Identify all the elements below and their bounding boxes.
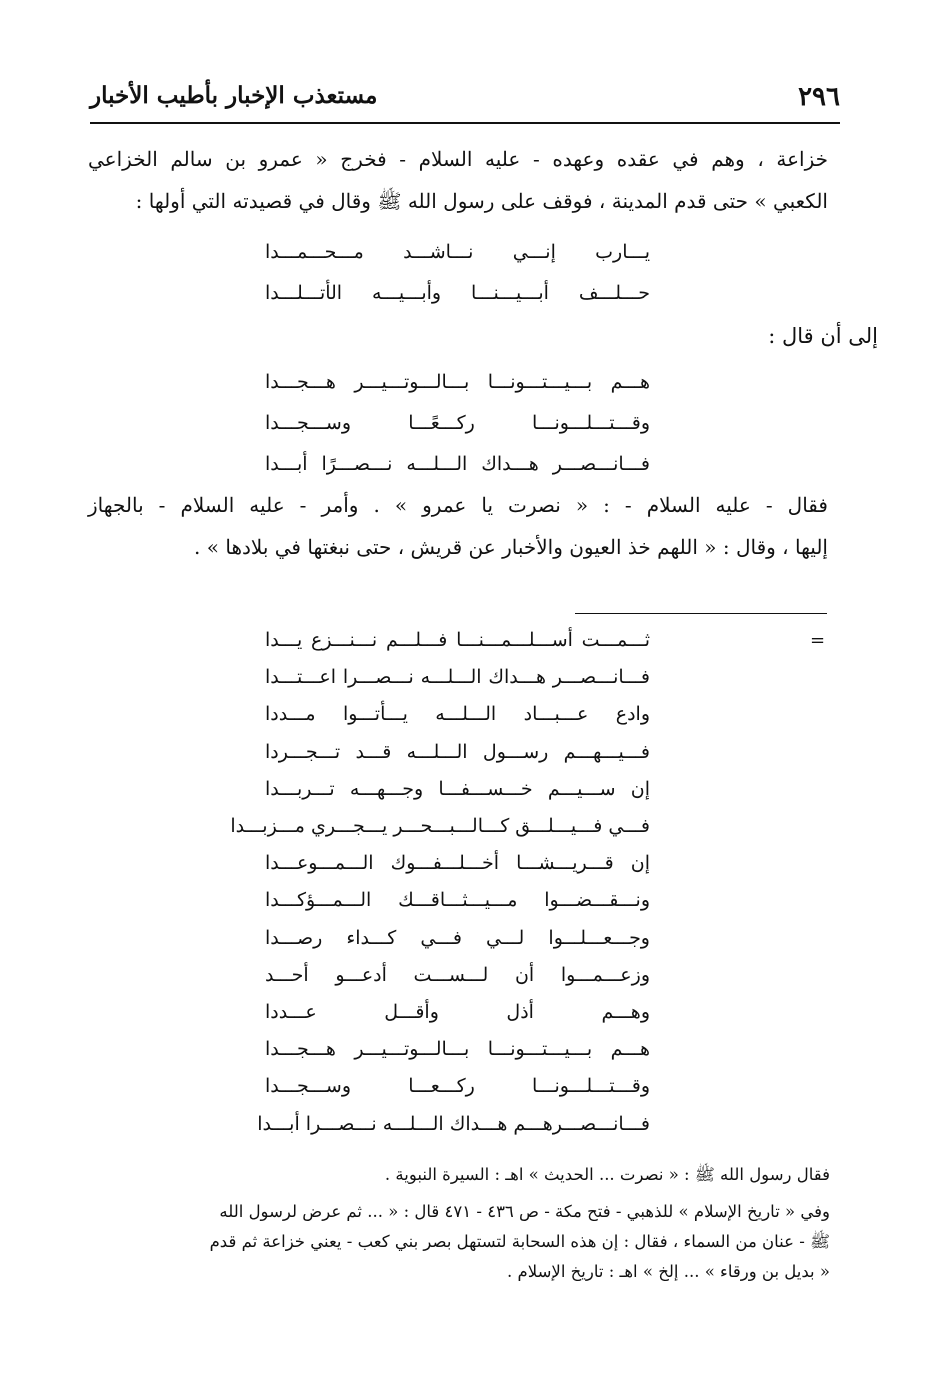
footnote-continuation-mark: = [810,630,826,651]
verse-line: هـــم بـــيـــتـــونـــا بـــالـــوتـــيـــر هـــجـــدا [265,1038,650,1061]
verse-line: وقـــتـــلـــونـــا ركـــعـــا وســـجـــدا [265,1075,650,1098]
paragraph-2 [88,484,828,568]
verse-line: وجـــعـــلـــوا لـــي فـــي كـــداء رصـــدا [265,926,650,949]
verse-line: حـــلـــف أبـــيـــنـــا وأبـــيـــه الأتـــلـــدا [265,282,650,304]
verse-line: إن قـــريـــشـــا أخـــلـــفـــوك الـــمـــوعـــدا [265,852,650,875]
verse-line: فـــانـــصـــرهـــم هـــداك الـــلـــه نـــصـــرا أبـــدا [257,1112,650,1135]
footnote-text [80,1160,830,1190]
verse-line: وزعـــمـــوا أن لـــســـت أدعـــو أحـــد [265,963,650,986]
verse-line: فـــانـــصـــر هـــداك الـــلـــه نـــصـــرا اعـــتـــدا [265,666,650,689]
footnote-line: ﷺ - عنان من السماء ، فقال : إن هذه السحابة لتستهل بصر بني كعب - يعني خزاعة ثم قدم [209,1232,830,1251]
header-rule [90,122,840,124]
verse-line: فـــيـــهـــم رســـول الـــلـــه قـــد تـــجـــردا [265,740,650,763]
verse-line: وقـــتـــلـــونـــا ركـــعًـــا وســـجـــدا [265,412,650,434]
verse-line: يـــارب إنـــي نـــاشـــد مـــحـــمـــدا [265,241,650,263]
interlude [88,315,878,357]
footnote-line: « بديل بن ورقاء » ... إلخ » اهـ : تاريخ الإسلام . [507,1262,830,1281]
poem-excerpt-1 [265,232,650,314]
paragraph-line: خزاعة ، وهم في عقده وعهده - عليه السلام - فخرج « عمرو بن سالم الخزاعي [88,147,828,171]
paragraph-line: إليها ، وقال : « اللهم خذ العيون والأخبار عن قريش ، حتى نبغتها في بلادها » . [194,535,828,559]
footnote-line: فقال رسول الله ﷺ : « نصرت ... الحديث » اهـ : السيرة النبوية . [384,1165,830,1184]
verse-line: إن ســـيـــم خـــســـفـــا وجـــهـــه تـــربـــدا [265,777,650,800]
footnote-text-2 [80,1197,830,1287]
verse-line: فـــي فـــيـــلـــق كـــالـــبـــحـــر يـــجـــري مـــزبـــدا [230,815,650,838]
paragraph-1 [88,138,828,222]
verse-line: هـــم بـــيـــتـــونـــا بـــالـــوتـــيـــر هـــجـــدا [265,371,650,393]
verse-line: وهـــم أذل وأقـــل عـــددا [265,1001,650,1024]
verse-line: فـــانـــصـــر هـــداك الـــلـــه نـــصـــرًا أبـــدا [265,453,650,475]
page-number: ٢٩٦ [798,82,840,112]
paragraph-line: الكعبي » حتى قدم المدينة ، فوقف على رسول الله ﷺ وقال في قصيدته التي أولها : [135,189,828,213]
paragraph-line: فقال - عليه السلام - : « نصرت يا عمرو » . وأمر - عليه السلام - بالجهاز [88,493,828,517]
verse-line: وادع عـــبـــاد الـــلـــه يـــأتـــوا مـــددا [265,703,650,726]
interlude-text: إلى أن قال : [768,324,878,348]
footnote-poem [230,622,650,1143]
footnote-line: وفي « تاريخ الإسلام » للذهبي - فتح مكة - ص ٤٣٦ - ٤٧١ قال : « ... ثم عرض لرسول الله [219,1202,830,1221]
verse-line: ونـــقـــضـــوا مـــيـــثـــاقـــك الـــمـــؤكـــدا [265,889,650,912]
verse-line: ثـــمـــت أســـلـــمـــنـــا فـــلـــم نـــنـــزع يـــدا [265,629,650,651]
poem-excerpt-2 [265,362,650,485]
book-title: مستعذب الإخبار بأطيب الأخبار [90,82,378,109]
running-header [90,82,840,124]
footnote-separator [575,613,827,614]
